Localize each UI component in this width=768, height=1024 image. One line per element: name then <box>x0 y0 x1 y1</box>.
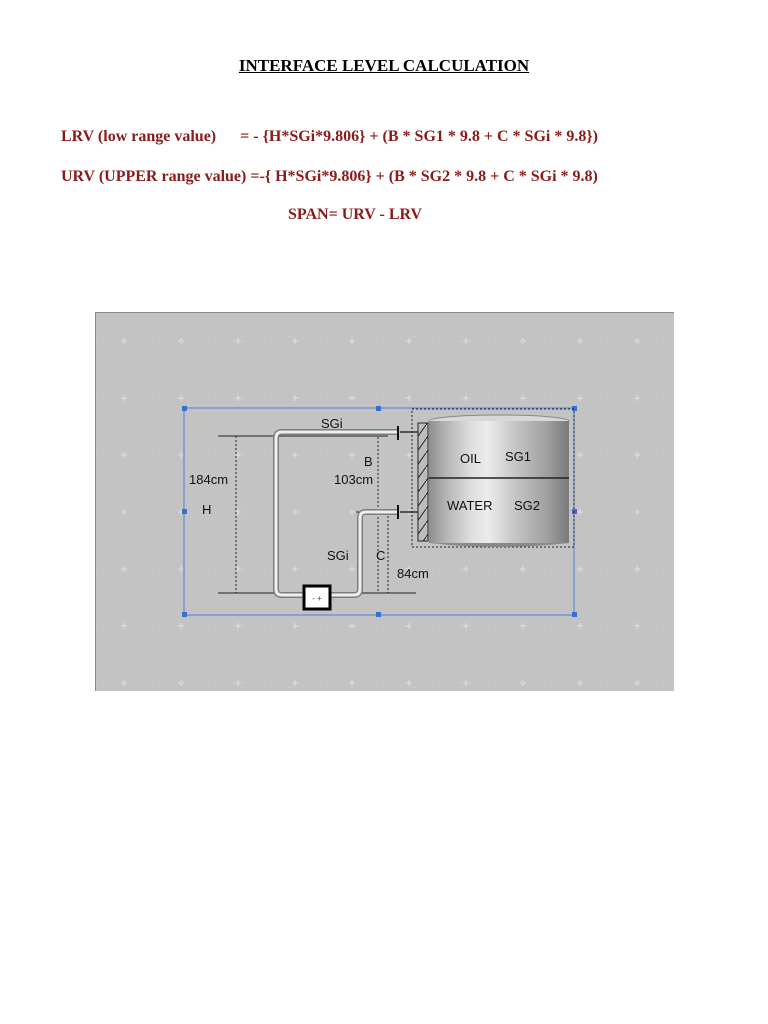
c-dimension-value: 84cm <box>397 566 429 581</box>
diagram-canvas <box>96 313 674 691</box>
water-layer-label: WATER <box>447 498 493 513</box>
span-formula: SPAN= URV - LRV <box>288 206 423 223</box>
tank-wall-hatch <box>418 423 428 541</box>
sgi-bottom-label: SGi <box>327 548 349 563</box>
page-title: INTERFACE LEVEL CALCULATION <box>238 56 530 75</box>
tank <box>429 421 569 543</box>
urv-formula: URV (UPPER range value) =-{ H*SGi*9.806} + (B * SG2 * 9.8 + C * SGi * 9.8) <box>61 168 598 185</box>
h-dimension-value: 184cm <box>189 472 229 487</box>
lrv-formula: LRV (low range value) = - {H*SGi*9.806} + (B * SG1 * 9.8 + C * SGi * 9.8}) <box>61 128 598 145</box>
c-label: C <box>376 548 386 563</box>
sgi-top-label: SGi <box>321 416 343 431</box>
b-label: B <box>364 454 373 469</box>
sg2-label: SG2 <box>514 498 541 513</box>
background-grid <box>96 313 674 691</box>
interface-level-diagram <box>95 312 674 691</box>
oil-layer-label: OIL <box>460 451 481 466</box>
h-label: H <box>202 502 212 517</box>
b-dimension-value: 103cm <box>334 472 374 487</box>
transmitter-symbol: - + <box>312 594 322 603</box>
sg1-label: SG1 <box>505 449 532 464</box>
